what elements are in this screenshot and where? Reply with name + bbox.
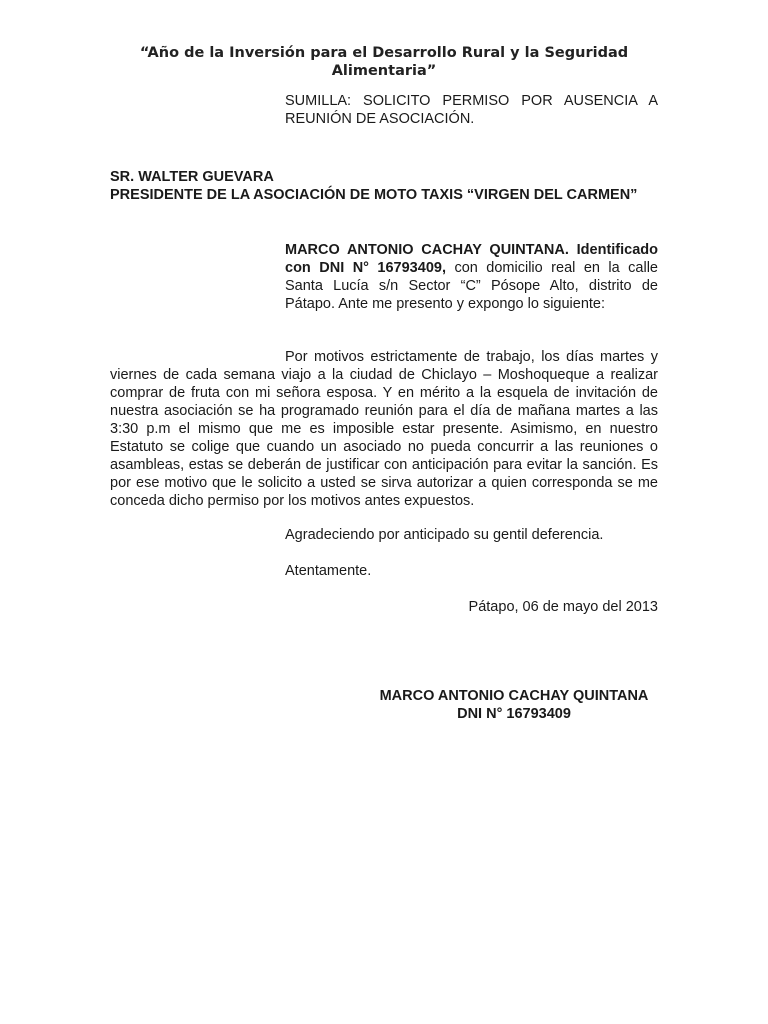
document-motto: “Año de la Inversión para el Desarrollo Rural y la Seguridad Alimentaria” — [139, 45, 629, 79]
date-line: Pátapo, 06 de mayo del 2013 — [468, 599, 658, 615]
sender-address: con domicilio real en la calle Santa Lucía s/n Sector “C” Pósope Alto, distrito de Pátapo. Ante me presento y expongo lo siguiente: — [285, 260, 659, 312]
sender-block — [285, 241, 658, 313]
addressee-position: PRESIDENTE DE LA ASOCIACIÓN DE MOTO TAXIS “VIRGEN DEL CARMEN” — [110, 187, 638, 203]
addressee-name: SR. WALTER GUEVARA — [110, 169, 274, 185]
closing-line: Atentamente. — [285, 563, 372, 579]
sender-name: MARCO ANTONIO CACHAY QUINTANA. — [285, 242, 569, 258]
signature-dni: DNI N° 16793409 — [457, 706, 571, 722]
thanks-line: Agradeciendo por anticipado su gentil deferencia. — [285, 527, 604, 543]
sender-id: Identificado con DNI N° 16793409, — [285, 242, 659, 276]
addressee-block — [110, 168, 658, 204]
signature-name: MARCO ANTONIO CACHAY QUINTANA — [379, 688, 649, 704]
signature-block — [350, 687, 678, 723]
sumilla: SUMILLA: SOLICITO PERMISO POR AUSENCIA A REUNIÓN DE ASOCIACIÓN. — [285, 93, 658, 127]
body-paragraph: Por motivos estrictamente de trabajo, los días martes y viernes de cada semana viajo a la ciudad de Chiclayo – Moshoqueque a realizar comprar de fruta con mi señora esposa. Y en mérito a la esquela de invitación de nuestra asociación se ha programado reunión para el día de mañana martes a las 3:30 p.m el mismo que me es imposible estar presente. Asimismo, en nuestro Estatuto se colige que cuando un asociado no pueda concurrir a las reuniones o asambleas, estas se deberán de justificar con anticipación para evitar la sanción. Es por ese motivo que le solicito a usted se sirva autorizar a quien corresponda se me conceda dicho permiso por los motivos antes expuestos. — [110, 349, 658, 509]
